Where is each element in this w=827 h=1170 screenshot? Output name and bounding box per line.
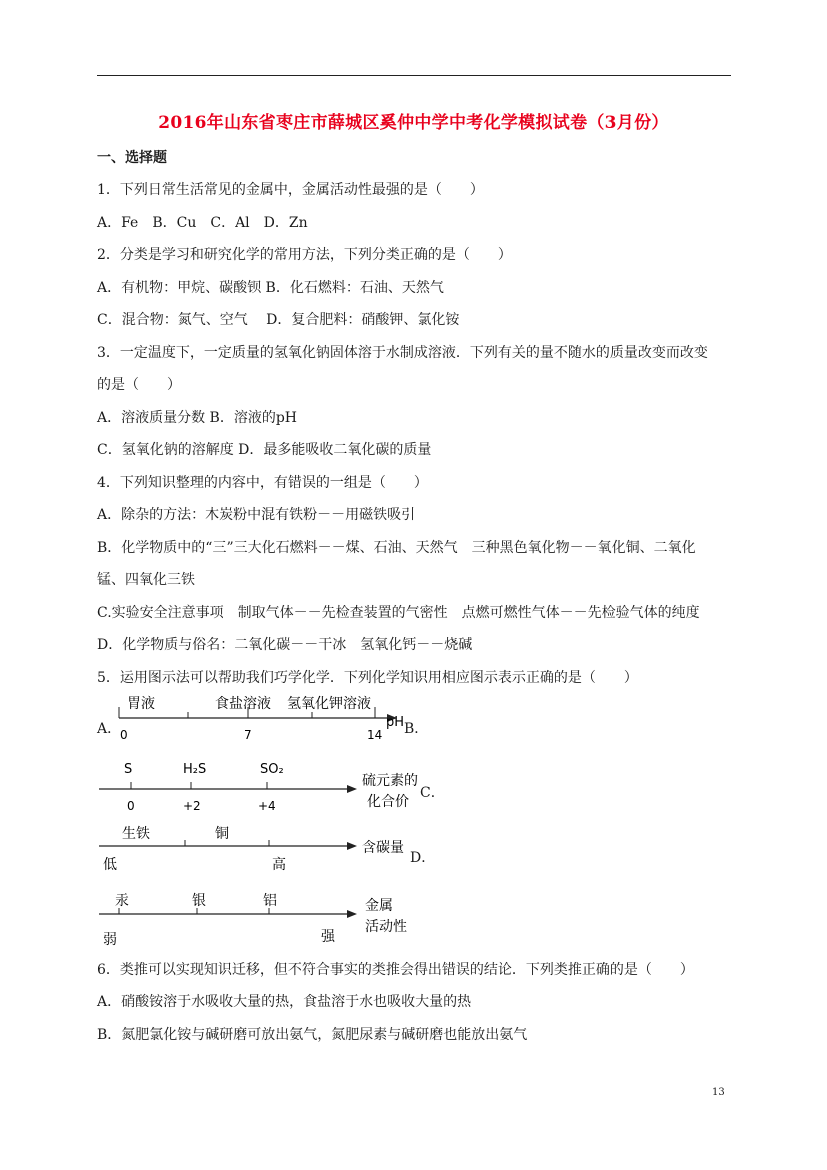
- fig-b-label-so2: SO₂: [260, 762, 284, 777]
- fig-a-label-salt: 食盐溶液: [215, 696, 271, 712]
- q3-options-ab: A．溶液质量分数 B．溶液的pH: [97, 410, 298, 426]
- fig-d-label-aluminum: 铝: [263, 893, 277, 909]
- fig-b-tick-4: +4: [258, 799, 276, 813]
- fig-d-axis-line1: 金属: [365, 898, 393, 914]
- fig-a-label-gastric: 胃液: [127, 696, 155, 712]
- q5-label-d: D．: [410, 850, 436, 866]
- q5-figure-a: [117, 693, 407, 747]
- fig-c-axis: 含碳量: [362, 840, 404, 856]
- fig-a-tick-0: 0: [120, 728, 128, 742]
- q5-stem: 5．运用图示法可以帮助我们巧学化学．下列化学知识用相应图示表示正确的是（ ）: [97, 670, 638, 686]
- q4-option-c: C.实验安全注意事项 制取气体－－先检查装置的气密性 点燃可燃性气体－－先检验气体的纯度: [97, 605, 700, 621]
- q4-stem: 4．下列知识整理的内容中，有错误的一组是（ ）: [97, 475, 428, 491]
- q5-figure-d: [97, 886, 427, 952]
- page-title: 2016年山东省枣庄市薛城区奚仲中学中考化学模拟试卷（3月份）: [158, 113, 669, 133]
- q5-label-b: B．: [404, 721, 429, 737]
- section-heading: 一、选择题: [97, 150, 167, 166]
- fig-b-tick-2: +2: [183, 799, 201, 813]
- q6-option-b: B．氮肥氯化铵与碱研磨可放出氨气，氮肥尿素与碱研磨也能放出氨气: [97, 1027, 528, 1043]
- q6-option-a: A．硝酸铵溶于水吸收大量的热，食盐溶于水也吸收大量的热: [97, 994, 472, 1010]
- q5-figure-b: [97, 756, 427, 820]
- fig-b-label-h2s: H₂S: [183, 762, 207, 777]
- fig-a-tick-7: 7: [244, 728, 252, 742]
- q5-label-c: C．: [420, 785, 445, 801]
- q3-stem-line2: 的是（ ）: [97, 377, 181, 393]
- fig-a-label-koh: 氢氧化钾溶液: [287, 696, 371, 712]
- page-number: 13: [712, 1087, 725, 1098]
- fig-c-high: 高: [272, 857, 286, 872]
- q1-options: A．Fe B．Cu C．Al D．Zn: [97, 215, 308, 231]
- fig-d-label-silver: 银: [192, 893, 206, 909]
- q4-option-a: A．除杂的方法：木炭粉中混有铁粉－－用磁铁吸引: [97, 507, 416, 523]
- q1-stem: 1．下列日常生活常见的金属中，金属活动性最强的是（ ）: [97, 182, 484, 198]
- fig-c-label-copper: 铜: [215, 826, 229, 842]
- fig-c-label-pig-iron: 生铁: [122, 826, 150, 842]
- q3-stem-line1: 3．一定温度下，一定质量的氢氧化钠固体溶于水制成溶液．下列有关的量不随水的质量改变而改变: [97, 345, 708, 361]
- fig-c-low: 低: [103, 857, 117, 872]
- fig-d-label-mercury: 汞: [115, 893, 129, 909]
- header-rule: [97, 75, 731, 76]
- q4-option-d: D．化学物质与俗名：二氧化碳－－干冰 氢氧化钙－－烧碱: [97, 637, 473, 653]
- q3-options-cd: C．氢氧化钠的溶解度 D．最多能吸收二氧化碳的质量: [97, 442, 432, 458]
- fig-d-weak: 弱: [103, 932, 117, 948]
- fig-b-axis-line2: 化合价: [367, 794, 409, 810]
- q4-option-b-line1: B．化学物质中的“三”三大化石燃料－－煤、石油、天然气 三种黑色氧化物－－氧化铜、二氧化: [97, 540, 696, 556]
- fig-d-axis-line2: 活动性: [365, 919, 407, 935]
- q2-stem: 2．分类是学习和研究化学的常用方法，下列分类正确的是（ ）: [97, 247, 512, 263]
- fig-a-tick-14: 14: [367, 728, 383, 742]
- q4-option-b-line2: 锰、四氧化三铁: [97, 572, 195, 588]
- q2-options-cd: C．混合物：氮气、空气 D．复合肥料：硝酸钾、氯化铵: [97, 312, 460, 328]
- q5-figure-c: [97, 820, 417, 876]
- q5-label-a: A．: [97, 721, 122, 737]
- fig-b-label-s: S: [124, 762, 133, 777]
- q6-stem: 6．类推可以实现知识迁移，但不符合事实的类推会得出错误的结论．下列类推正确的是（ ）: [97, 962, 694, 978]
- fig-d-strong: 强: [321, 929, 335, 945]
- fig-a-axis-ph: pH: [386, 715, 405, 730]
- fig-b-axis-line1: 硫元素的: [362, 773, 418, 789]
- fig-b-tick-0: 0: [127, 799, 135, 813]
- q2-options-ab: A．有机物：甲烷、碳酸钡 B．化石燃料：石油、天然气: [97, 280, 444, 296]
